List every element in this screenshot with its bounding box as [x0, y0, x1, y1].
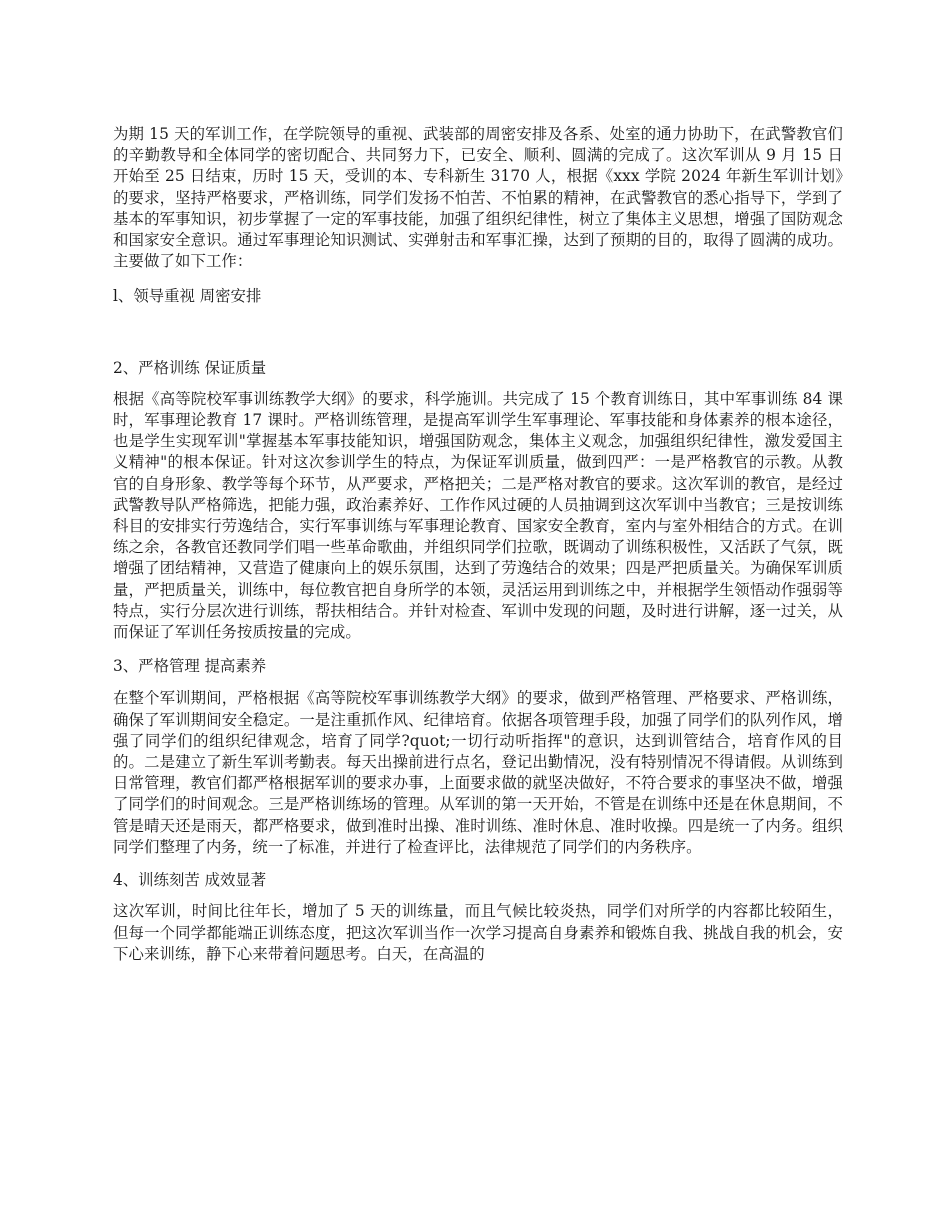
section-body-4: 这次军训，时间比往年长，增加了 5 天的训练量，而且气候比较炎热，同学们对所学的内容都比较陌生，但每一个同学都能端正训练态度，把这次军训当作一次学习提高自身素养和锻炼自我、挑战自我的机会，安下心来训练，静下心来带着问题思考。白天，在高温的 — [113, 902, 843, 963]
section-body-3: 在整个军训期间，严格根据《高等院校军事训练教学大纲》的要求，做到严格管理、严格要求、严格训练，确保了军训期间安全稳定。一是注重抓作风、纪律培育。依据各项管理手段，加强了同学们的队列作风，增强了同学们的组织纪律观念，培育了同学?quot;一切行动听指挥"的意识，达到训管结合，培育作风的目的。二是建立了新生军训考勤表。每天出操前进行点名，登记出勤情况，没有特别情况不得请假。从训练到日常管理，教官们都严格根据军训的要求办事，上面要求做的就坚决做好，不符合要求的事坚决不做，增强了同学们的时间观念。三是严格训练场的管理。从军训的第一天开始，不管是在训练中还是在休息期间，不管是晴天还是雨天，都严格要求，做到准时出操、准时训练、准时休息、准时收操。四是统一了内务。组织同学们整理了内务，统一了标准，并进行了检查评比，法律规范了同学们的内务秩序。 — [113, 689, 843, 856]
section-heading-1: l、领导重视 周密安排 — [113, 287, 262, 306]
intro-paragraph: 为期 15 天的军训工作，在学院领导的重视、武装部的周密安排及各系、处室的通力协助下，在武警教官们的辛勤教导和全体同学的密切配合、共同努力下，已安全、顺利、圆满的完成了。这次军训从 9 月 15 日开始至 25 日结束，历时 15 天，受训的本、专科新生 3170 人，根据《xxx 学院 2024 年新生军训计划》的要求，坚持严格要求，严格训练，同学们发扬不怕苦、不怕累的精神，在武警教官的悉心指导下，学到了基本的军事知识，初步掌握了一定的军事技能，加强了组织纪律性，树立了集体主义思想，增强了国防观念和国家安全意识。通过军事理论知识测试、实弹射击和军事汇操，达到了预期的目的，取得了圆满的成功。主要做了如下工作： — [113, 125, 843, 271]
section-body-2: 根据《高等院校军事训练教学大纲》的要求，科学施训。共完成了 15 个教育训练日，其中军事训练 84 课时，军事理论教育 17 课时。严格训练管理，是提高军训学生军事理论、军事技能和身体素养的根本途径，也是学生实现军训"掌握基本军事技能知识，增强国防观念，集体主义观念，加强组织纪律性，激发爱国主义精神"的根本保证。针对这次参训学生的特点，为保证军训质量，做到四严：一是严格教官的示教。从教官的自身形象、教学等每个环节，从严要求，严格把关；二是严格对教官的要求。这次军训的教官，是经过武警教导队严格筛选，把能力强，政治素养好、工作作风过硬的人员抽调到这次军训中当教官；三是按训练科目的安排实行劳逸结合，实行军事训练与军事理论教育、国家安全教育，室内与室外相结合的方式。在训练之余，各教官还教同学们唱一些革命歌曲，并组织同学们拉歌，既调动了训练积极性，又活跃了气氛，既增强了团结精神，又营造了健康向上的娱乐氛围，达到了劳逸结合的效果；四是严把质量关。为确保军训质量，严把质量关，训练中，每位教官把自身所学的本领，灵活运用到训练之中，并根据学生领悟动作强弱等特点，实行分层次进行训练，帮扶相结合。并针对检查、军训中发现的问题，及时进行讲解，逐一过关，从而保证了军训任务按质按量的完成。 — [113, 389, 843, 642]
section-heading-4: 4、训练刻苦 成效显著 — [113, 871, 267, 890]
section-heading-2: 2、严格训练 保证质量 — [113, 358, 267, 377]
section-heading-3: 3、严格管理 提高素养 — [113, 657, 267, 676]
document-page — [113, 124, 843, 965]
